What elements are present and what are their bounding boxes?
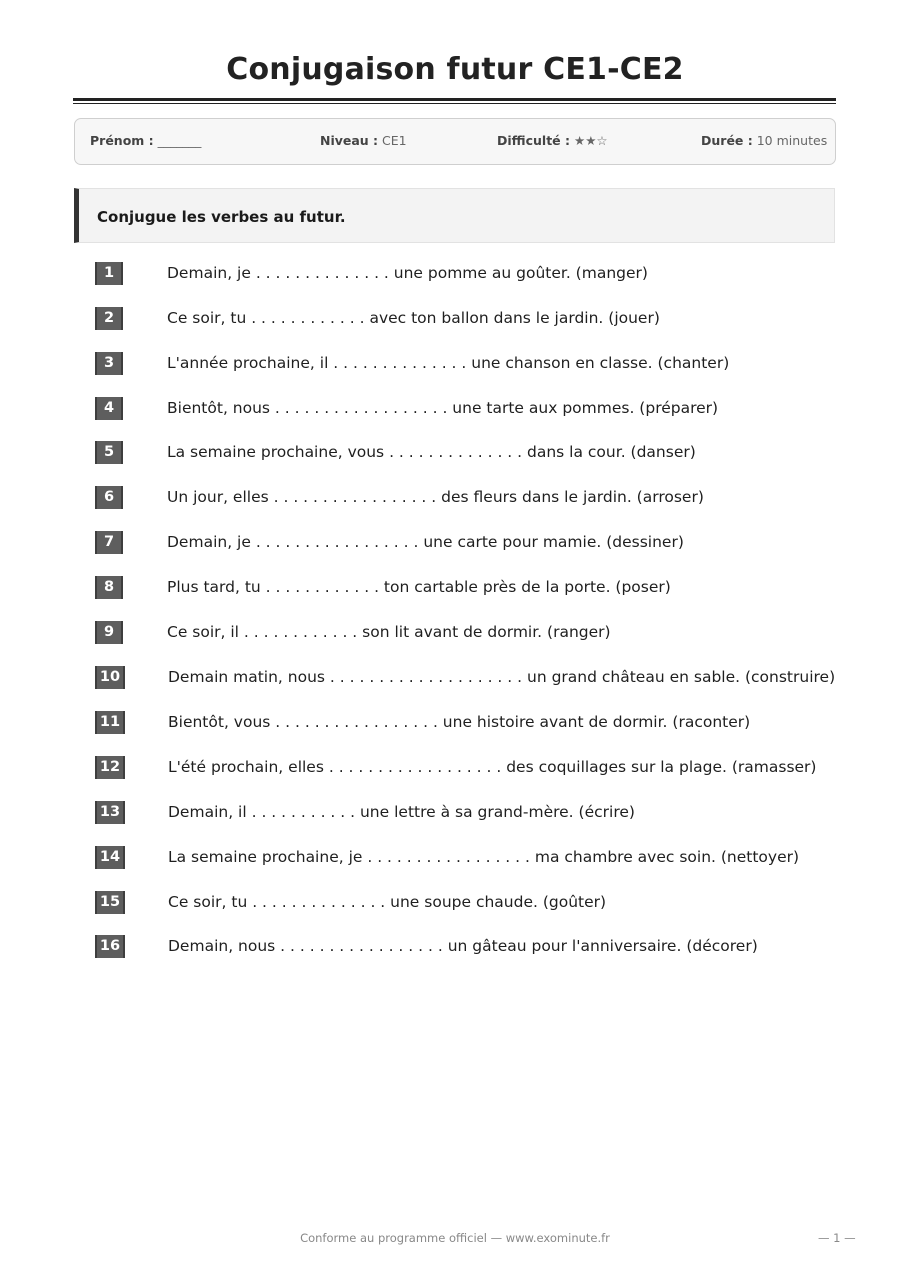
exercise-sentence: Demain matin, nous . . . . . . . . . . . . . . . . . . . . un grand château en sable. (construire)	[168, 668, 836, 686]
duree-value: 10 minutes	[756, 133, 828, 148]
exercise-row	[0, 755, 910, 781]
exercise-row	[0, 620, 910, 646]
exercise-row	[0, 575, 910, 601]
exercise-row	[0, 485, 910, 511]
exercise-number: 6	[95, 486, 123, 509]
exercise-number: 7	[95, 531, 123, 554]
page-number: — 1 —	[818, 1231, 856, 1245]
exercise-number: 1	[95, 262, 123, 285]
exercise-sentence: Plus tard, tu . . . . . . . . . . . . ton cartable près de la porte. (poser)	[167, 578, 671, 596]
exercise-row	[0, 710, 910, 736]
exercise-number: 2	[95, 307, 123, 330]
exercise-row	[0, 800, 910, 826]
difficulte-label: Difficulté :	[497, 133, 570, 148]
prenom-label: Prénom :	[90, 133, 154, 148]
exercise-row	[0, 261, 910, 287]
exercise-sentence: Un jour, elles . . . . . . . . . . . . . . . . . des fleurs dans le jardin. (arroser)	[167, 488, 704, 506]
exercise-row	[0, 351, 910, 377]
exercise-number: 5	[95, 441, 123, 464]
duree-field	[701, 133, 827, 148]
title-rule-thick	[73, 98, 836, 101]
difficulte-stars: ★★☆	[573, 133, 608, 148]
exercise-sentence: Demain, il . . . . . . . . . . . une lettre à sa grand-mère. (écrire)	[168, 803, 635, 821]
duree-label: Durée :	[701, 133, 753, 148]
exercise-number: 12	[95, 756, 125, 779]
footer-text: Conforme au programme officiel — www.exominute.fr	[300, 1231, 610, 1245]
exercise-sentence: Demain, nous . . . . . . . . . . . . . . . . . un gâteau pour l'anniversaire. (décorer)	[168, 937, 758, 955]
exercise-row	[0, 890, 910, 916]
instruction-box	[74, 188, 835, 243]
exercise-sentence: Ce soir, tu . . . . . . . . . . . . avec ton ballon dans le jardin. (jouer)	[167, 309, 660, 327]
instruction-text: Conjugue les verbes au futur.	[97, 208, 346, 226]
exercise-row	[0, 530, 910, 556]
exercise-row	[0, 665, 910, 691]
page-title: Conjugaison futur CE1-CE2	[226, 52, 684, 87]
exercise-number: 8	[95, 576, 123, 599]
exercise-number: 16	[95, 935, 125, 958]
exercise-row	[0, 934, 910, 960]
exercise-number: 4	[95, 397, 123, 420]
exercise-number: 15	[95, 891, 125, 914]
exercise-number: 14	[95, 846, 125, 869]
niveau-value: CE1	[382, 133, 407, 148]
exercise-number: 3	[95, 352, 123, 375]
exercise-sentence: L'année prochaine, il . . . . . . . . . . . . . . une chanson en classe. (chanter)	[167, 354, 730, 372]
exercise-row	[0, 845, 910, 871]
exercise-sentence: La semaine prochaine, vous . . . . . . . . . . . . . . dans la cour. (danser)	[167, 443, 696, 461]
difficulte-field	[497, 133, 608, 148]
exercise-sentence: Bientôt, nous . . . . . . . . . . . . . . . . . . une tarte aux pommes. (préparer)	[167, 399, 719, 417]
niveau-label: Niveau :	[320, 133, 379, 148]
exercise-row	[0, 306, 910, 332]
info-box	[74, 118, 836, 165]
exercise-sentence: La semaine prochaine, je . . . . . . . . . . . . . . . . . ma chambre avec soin. (nettoyer)	[168, 848, 800, 866]
exercise-sentence: Ce soir, tu . . . . . . . . . . . . . . une soupe chaude. (goûter)	[168, 893, 607, 911]
exercise-row	[0, 440, 910, 466]
exercise-number: 10	[95, 666, 125, 689]
exercise-sentence: Demain, je . . . . . . . . . . . . . . . . . une carte pour mamie. (dessiner)	[167, 533, 684, 551]
exercise-sentence: L'été prochain, elles . . . . . . . . . . . . . . . . . . des coquillages sur la plage. (ramasser)	[168, 758, 817, 776]
niveau-field	[320, 133, 407, 148]
prenom-field	[90, 133, 201, 148]
exercise-sentence: Bientôt, vous . . . . . . . . . . . . . . . . . une histoire avant de dormir. (raconter)	[168, 713, 751, 731]
exercise-number: 9	[95, 621, 123, 644]
exercise-sentence: Demain, je . . . . . . . . . . . . . . une pomme au goûter. (manger)	[167, 264, 648, 282]
title-rule-thin	[73, 103, 836, 104]
exercise-number: 13	[95, 801, 125, 824]
exercise-number: 11	[95, 711, 125, 734]
exercise-row	[0, 396, 910, 422]
exercise-sentence: Ce soir, il . . . . . . . . . . . . son lit avant de dormir. (ranger)	[167, 623, 611, 641]
prenom-value: _______	[157, 133, 202, 148]
